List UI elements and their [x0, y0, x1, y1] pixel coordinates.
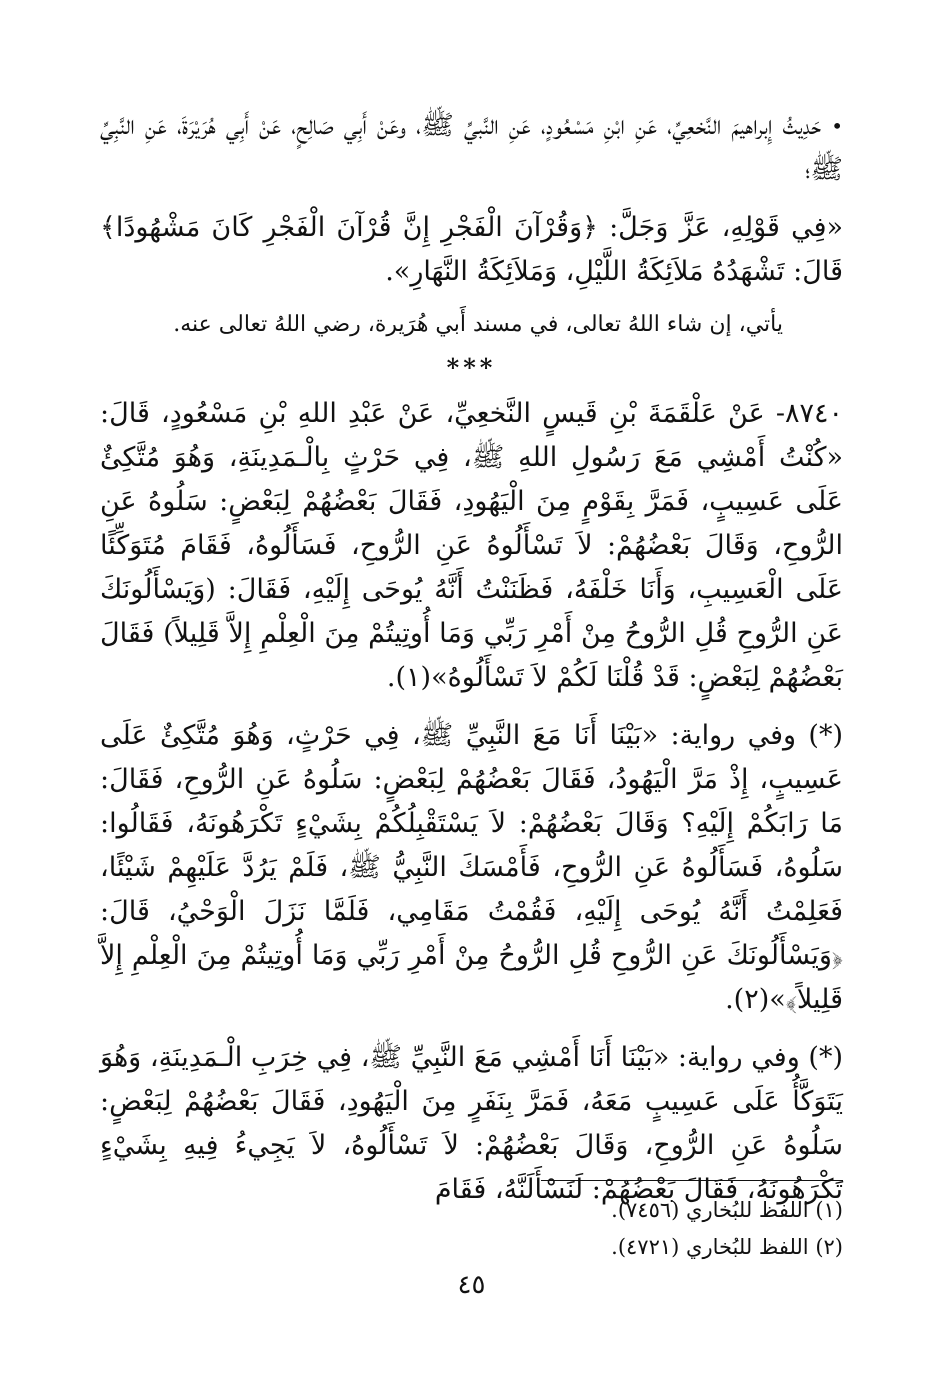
cross-reference-note: يأتي، إن شاء اللهُ تعالى، في مسند أَبي هُرَيرة، رضي اللهُ تعالى عنه. [173, 312, 783, 337]
hadith-matn: «كُنْتُ أَمْشِي مَعَ رَسُولِ اللهِ ﷺ، فِي حَرْثٍ بِالْـمَدِينَةِ، وَهُوَ مُتَّكِئٌ عَلَى عَسِيبٍ، فَمَرَّ بِقَوْمٍ مِنَ الْيَهُودِ، فَقَالَ بَعْضُهُمْ لِبَعْضٍ: سَلُوهُ عَنِ الرُّوحِ، وَقَالَ بَعْضُهُمْ: لاَ تَسْأَلُوهُ عَنِ الرُّوحِ، فَسَأَلُوهُ، فَقَامَ مُتَوَكِّئًا عَلَى الْعَسِيبِ، وَأَنَا خَلْفَهُ، فَظَنَنْتُ أَنَّهُ يُوحَى إِلَيْهِ، فَقَالَ: (وَيَسْأَلُونَكَ عَنِ الرُّوحِ قُلِ الرُّوحُ مِنْ أَمْرِ رَبِّي وَمَا أُوتِيتُمْ مِنَ الْعِلْمِ إِلاَّ قَلِيلاً) فَقَالَ بَعْضُهُمْ لِبَعْضٍ: قَدْ قُلْنَا لَكُمْ لاَ تَسْأَلُوهُ»(١). [100, 442, 843, 693]
top-paragraph-text: حَدِيثُ إِبراهيمَ النَّخعِيِّ، عَنِ ابْنِ مَسْعُودٍ، عَنِ النَّبيِّ ﷺ، وعَنْ أَبِي صَالِحٍ، عَنْ أَبِي هُرَيْرَةَ، عَنِ النَّبِيِّ ﷺ؛ [100, 110, 843, 185]
riwaya-paragraph-1: (*) وفي رواية: «بَيْنَا أَنَا مَعَ النَّبِيِّ ﷺ، فِي حَرْثٍ، وَهُوَ مُتَّكِئٌ عَلَى عَسِيبٍ، إِذْ مَرَّ الْيَهُودُ، فَقَالَ بَعْضُهُمْ لِبَعْضٍ: سَلُوهُ عَنِ الرُّوحِ، فَقَالَ: مَا رَابَكُمْ إِلَيْهِ؟ وَقَالَ بَعْضُهُمْ: لاَ يَسْتَقْبِلُكُمْ بِشَيْءٍ تَكْرَهُونَهُ، فَقَالُوا: سَلُوهُ، فَسَأَلُوهُ عَنِ الرُّوحِ، فَأَمْسَكَ النَّبِيُّ ﷺ، فَلَمْ يَرُدَّ عَلَيْهِمْ شَيْئًا، فَعَلِمْتُ أَنَّهُ يُوحَى إِلَيْهِ، فَقُمْتُ مَقَامِي، فَلَمَّا نَزَلَ الْوَحْيُ، قَالَ: ﴿وَيَسْأَلُونَكَ عَنِ الرُّوحِ قُلِ الرُّوحُ مِنْ أَمْرِ رَبِّي وَمَا أُوتِيتُمْ مِنَ الْعِلْمِ إِلاَّ قَلِيلاً﴾»(٢). [100, 720, 843, 1015]
hadith-isnad: - عَنْ عَلْقَمَةَ بْنِ قَيسٍ النَّخعِيِّ، عَنْ عَبْدِ اللهِ بْنِ مَسْعُودٍ، قَالَ: [100, 398, 785, 429]
footnotes [100, 1192, 843, 1266]
bullet-icon: • [831, 114, 843, 139]
quran-paragraph: «فِي قَوْلِهِ، عَزَّ وَجَلَّ: ﴿وَقُرْآنَ الْفَجْرِ إِنَّ قُرْآنَ الْفَجْرِ كَانَ مَشْهُودًا﴾ قَالَ: تَشْهَدُهُ مَلاَئِكَةُ اللَّيْلِ، وَمَلاَئِكَةُ النَّهَارِ». [100, 212, 843, 287]
section-separator: *** [446, 353, 497, 382]
riwaya-paragraph-2: (*) وفي رواية: «بَيْنَا أَنَا أَمْشِي مَعَ النَّبِيِّ ﷺ، فِي خِرَبِ الْـمَدِينَةِ، وَهُوَ يَتَوَكَّأُ عَلَى عَسِيبٍ مَعَهُ، فَمَرَّ بِنَفَرٍ مِنَ الْيَهُودِ، فَقَالَ بَعْضُهُمْ لِبَعْضٍ: سَلُوهُ عَنِ الرُّوحِ، وَقَالَ بَعْضُهُمْ: لاَ تَسْأَلُوهُ، لاَ يَجِيءُ فِيهِ بِشَيْءٍ تَكْرَهُونَهُ، فَقَالَ بَعْضُهُمْ: لَنَسْأَلَنَّهُ، فَقَامَ [100, 1042, 843, 1205]
top-paragraph [100, 104, 843, 192]
footnote-2: (٢) اللفظ للبُخاري (٤٧٢١). [611, 1234, 843, 1259]
page-number: ٤٥ [457, 1270, 486, 1300]
footnote-1: (١) اللفظ للبُخاري (٧٤٥٦). [611, 1198, 843, 1222]
hadith-number: ٨٧٤٠ [784, 398, 843, 429]
footnote-divider [541, 1180, 843, 1181]
hadith-paragraph [100, 392, 843, 700]
